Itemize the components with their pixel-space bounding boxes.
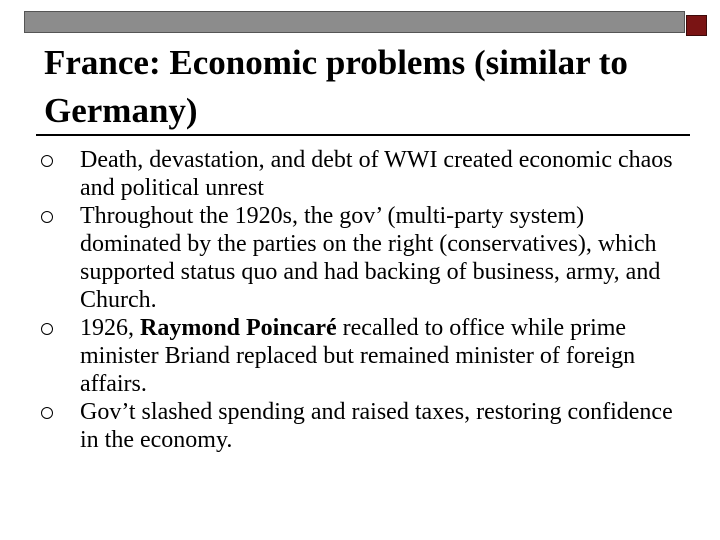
hollow-circle-icon <box>41 407 53 419</box>
bullet-text-segment: recalled to office while prime minister Briand replaced but remained minister of foreign affairs. <box>80 315 636 397</box>
hollow-circle-icon <box>41 155 53 167</box>
hollow-circle-icon <box>41 323 53 335</box>
bullet-text <box>80 203 660 313</box>
bullet-text-segment: Throughout the 1920s, the gov’ (multi-party system) dominated by the parties on the right (conservatives), which supported status quo and had backing of business, army, and Church. <box>80 203 661 313</box>
title-divider <box>36 134 690 136</box>
bullet-text <box>80 399 673 453</box>
slide-top-bar <box>24 11 685 33</box>
bullet-item <box>36 202 686 314</box>
bullet-item <box>36 146 686 202</box>
slide-corner-accent <box>686 15 707 36</box>
hollow-circle-icon <box>41 211 53 223</box>
bullet-text-segment: Death, devastation, and debt of WWI created economic chaos and political unrest <box>80 147 673 201</box>
bullet-list <box>36 146 686 454</box>
slide-title: France: Economic problems (similar to Germany) <box>44 43 628 130</box>
bullet-item <box>36 398 686 454</box>
bullet-item <box>36 314 686 398</box>
bullet-bold-text: Raymond Poincaré <box>140 315 337 341</box>
bullet-text <box>80 315 635 397</box>
bullet-text <box>80 147 673 201</box>
bullet-text-segment: Gov’t slashed spending and raised taxes, restoring confidence in the economy. <box>80 399 673 453</box>
bullet-text-segment: 1926, <box>80 315 140 341</box>
